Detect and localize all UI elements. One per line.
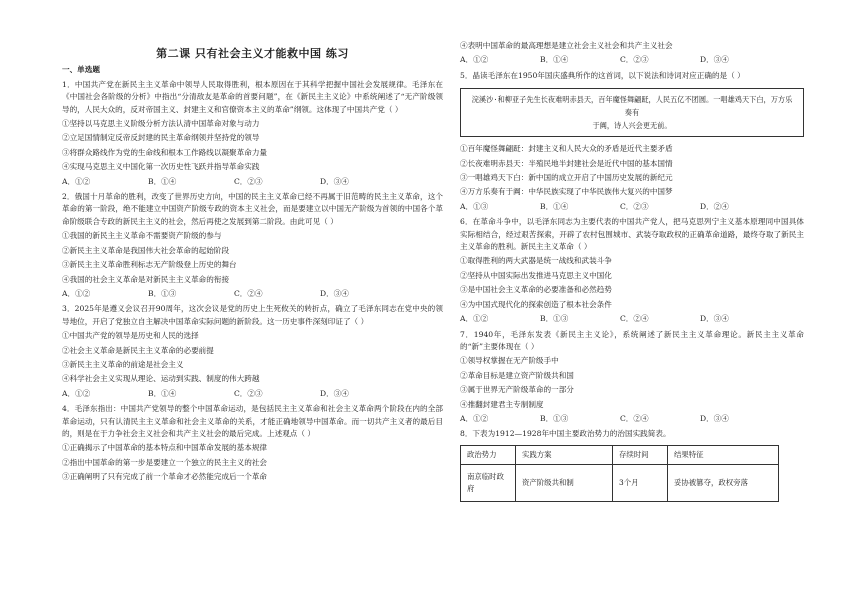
statement-option: ①我国的新民主主义革命不需要资产阶级的参与 bbox=[62, 231, 222, 241]
choice-b[interactable]: B．①③ bbox=[540, 314, 569, 324]
question-4-continued bbox=[460, 40, 804, 67]
statement-option: ③新民主主义革命的前途是社会主义 bbox=[62, 359, 184, 369]
choice-d[interactable]: D．③④ bbox=[700, 413, 729, 423]
answer-choices bbox=[460, 54, 804, 66]
choice-c[interactable]: C．②③ bbox=[234, 388, 263, 398]
statement-option: ④我国的社会主义革命是对新民主主义革命的衔接 bbox=[62, 274, 230, 284]
question-8 bbox=[460, 428, 804, 502]
statement-option: ④科学社会主义实现从理论、运动到实践、制度的伟大跨越 bbox=[62, 374, 260, 384]
statement-option: ②社会主义革命是新民主主义革命的必要前提 bbox=[62, 345, 214, 355]
answer-choices bbox=[460, 313, 804, 325]
right-column bbox=[460, 0, 804, 502]
choice-d[interactable]: D．③④ bbox=[700, 314, 729, 324]
statement-option: ③一唱雄鸡天下白：新中国的成立开启了中国历史发展的新纪元 bbox=[460, 173, 673, 183]
question-6 bbox=[460, 216, 804, 325]
choice-a[interactable]: A．①② bbox=[460, 413, 489, 423]
table-row bbox=[461, 465, 779, 502]
table-cell: 资产阶级共和制 bbox=[516, 465, 613, 502]
choice-a[interactable]: A．①② bbox=[460, 314, 489, 324]
choice-d[interactable]: D．③④ bbox=[320, 288, 349, 298]
question-stem: 5．晶读毛泽东在1950年国庆盛典所作的这首词，以下说法和诗词对应正确的是（ ） bbox=[460, 70, 745, 80]
question-4 bbox=[62, 403, 443, 483]
left-column bbox=[62, 0, 443, 486]
question-stem: 7．1940年，毛泽东发表《新民主主义论》，系统阐述了新民主主义革命理论。新民主主义革命的“新”主要体现在（ ） bbox=[460, 329, 804, 351]
question-5 bbox=[460, 70, 804, 213]
statement-option: ①坚持以马克思主义阶级分析方法认清中国革命对象与动力 bbox=[62, 119, 260, 129]
choice-a[interactable]: A．①③ bbox=[460, 201, 489, 211]
table-header-row bbox=[461, 445, 779, 464]
poem-line: 浣溪沙·和柳亚子先生长夜难明赤县天，百年魔怪舞翩跹，人民五亿不团圆。一唱雄鸡天下白，万方乐奏有 bbox=[471, 95, 793, 118]
choice-a[interactable]: A．①② bbox=[62, 176, 91, 186]
statement-option: ④推翻封建君主专制制度 bbox=[460, 399, 544, 409]
choice-c[interactable]: C．②④ bbox=[234, 288, 263, 298]
statement-option: ④万方乐奏有于阗：中华民族实现了中华民族伟大复兴的中国梦 bbox=[460, 187, 673, 197]
question-stem: 8．下表为1912—1928年中国主要政治势力的治国实践简表。 bbox=[460, 429, 671, 439]
statement-option: ②坚持从中国实际出发推进马克思主义中国化 bbox=[460, 270, 612, 280]
statement-option: ④为中国式现代化的探索创造了根本社会条件 bbox=[460, 299, 612, 309]
statement-option: ③将群众路线作为党的生命线和根本工作路线以凝聚革命力量 bbox=[62, 147, 268, 157]
question-2 bbox=[62, 191, 443, 300]
statement-option: ③属于世界无产阶级革命的一部分 bbox=[460, 385, 574, 395]
answer-choices bbox=[62, 176, 443, 188]
choice-c[interactable]: C．②④ bbox=[620, 413, 649, 423]
choice-d[interactable]: D．②④ bbox=[700, 201, 729, 211]
question-stem: 2．俄国十月革命的胜利，改变了世界历史方向，中国的民主主义革命已经不再属于旧范畴的民主主义革命，这个革命的第一阶段，绝不能建立中国资产阶级专政的资本主义社会，而是要建立以中国无产阶级为首领的中国各个革命阶级联合专政的新民主主义的社会，然后再使之发展到第二阶段。由此可见（ ） bbox=[62, 192, 443, 226]
question-7 bbox=[460, 329, 804, 426]
choice-b[interactable]: B．①④ bbox=[540, 201, 569, 211]
statement-option: ②指出中国革命的第一步是要建立一个独立的民主主义的社会 bbox=[62, 457, 268, 467]
statement-option: ①中国共产党的领导是历史和人民的选择 bbox=[62, 331, 199, 341]
choice-b[interactable]: B．①④ bbox=[148, 176, 177, 186]
page-title: 第二课 只有社会主义才能救中国 练习 bbox=[156, 47, 349, 60]
statement-option: ②立足国情制定反帝反封建的民主革命纲领并坚持党的领导 bbox=[62, 133, 260, 143]
answer-choices bbox=[62, 388, 443, 400]
poem-line: 于阗，诗人兴会更无前。 bbox=[592, 121, 672, 131]
question-stem: 3．2025年是遵义会议召开90周年，这次会议是党的历史上生死攸关的转折点，确立了毛泽东同志在党中央的领导地位，开启了党独立自主解决中国革命实际问题的新阶段。这一历史事件深刻印证了（ ） bbox=[62, 304, 443, 326]
statement-option: ①领导权掌握在无产阶级手中 bbox=[460, 356, 559, 366]
section-heading: 一、单选题 bbox=[62, 65, 100, 75]
statement-option: ②新民主主义革命是我国伟大社会革命的起始阶段 bbox=[62, 245, 230, 255]
question-stem: 1．中国共产党在新民主主义革命中领导人民取得胜利，根本原因在于其科学把握中国社会发展规律。毛泽东在《中国社会各阶级的分析》中指出“分清敌友是革命的首要问题”，在《新民主主义论》中系统阐述了“无产阶级领导的，人民大众的，反对帝国主义、封建主义和官僚资本主义的革命”纲领。这体现了中国共产党（ ） bbox=[62, 79, 443, 114]
question-stem: 6．在革命斗争中，以毛泽东同志为主要代表的中国共产党人，把马克思列宁主义基本原理同中国具体实际相结合，经过艰苦探索，开辟了农村包围城市、武装夺取政权的正确革命道路，最终夺取了新民主主义革命的胜利。新民主主义革命（ ） bbox=[460, 217, 804, 252]
statement-option: ①正确揭示了中国革命的基本特点和中国革命发展的基本规律 bbox=[62, 443, 268, 453]
choice-b[interactable]: B．①③ bbox=[148, 288, 177, 298]
answer-choices bbox=[62, 288, 443, 300]
poem-box bbox=[460, 88, 804, 137]
choice-c[interactable]: C．②③ bbox=[234, 176, 263, 186]
question-1 bbox=[62, 79, 443, 188]
question-stem: 4．毛泽东指出：中国共产党领导的整个中国革命运动，是包括民主主义革命和社会主义革命两个阶段在内的全部革命运动，只有认清民主主义革命和社会主义革命的关系，才能正确地领导中国革命。而一切共产主义者的最后目的，则是在于力争社会主义社会和共产主义社会的最后完成。上述观点（ ） bbox=[62, 404, 443, 438]
table-header-cell: 政治势力 bbox=[461, 445, 516, 464]
statement-option: ③是中国社会主义革命的必要准备和必然趋势 bbox=[460, 285, 612, 295]
choice-a[interactable]: A．①② bbox=[62, 288, 91, 298]
table-header-cell: 结果特征 bbox=[668, 445, 779, 464]
statement-option: ①百年魔怪舞翩跹：封建主义和人民大众的矛盾是近代主要矛盾 bbox=[460, 144, 673, 154]
choice-b[interactable]: B．①④ bbox=[148, 388, 177, 398]
statement-option: ③正确阐明了只有完成了前一个革命才必然能完成后一个革命 bbox=[62, 472, 268, 482]
politics-table bbox=[460, 445, 779, 502]
choice-d[interactable]: D．③④ bbox=[700, 55, 729, 65]
choice-a[interactable]: A．①② bbox=[460, 55, 489, 65]
statement-option: ④表明中国革命的最高理想是建立社会主义社会和共产主义社会 bbox=[460, 41, 673, 50]
question-3 bbox=[62, 303, 443, 400]
statement-option: ④实现马克思主义中国化第一次历史性飞跃并指导革命实践 bbox=[62, 162, 260, 172]
statement-option: ②长夜难明赤县天：半殖民地半封建社会是近代中国的基本国情 bbox=[460, 158, 673, 168]
statement-option: ①取得胜利的两大武器是统一战线和武装斗争 bbox=[460, 256, 612, 266]
choice-b[interactable]: B．①④ bbox=[540, 55, 569, 65]
statement-option: ②革命目标是建立资产阶级共和国 bbox=[460, 370, 574, 380]
choice-b[interactable]: B．①③ bbox=[540, 413, 569, 423]
choice-c[interactable]: C．②④ bbox=[620, 314, 649, 324]
table-header-cell: 实践方案 bbox=[516, 445, 613, 464]
choice-d[interactable]: D．③④ bbox=[320, 176, 349, 186]
statement-option: ③新民主主义革命胜利标志无产阶级登上历史的舞台 bbox=[62, 260, 237, 270]
table-cell: 3个月 bbox=[613, 465, 668, 502]
answer-choices bbox=[460, 201, 804, 213]
choice-c[interactable]: C．②③ bbox=[620, 55, 649, 65]
choice-c[interactable]: C．②③ bbox=[620, 201, 649, 211]
table-cell: 妥协被篡夺，政权旁落 bbox=[668, 465, 779, 502]
table-cell: 南京临时政府 bbox=[461, 465, 516, 502]
choice-a[interactable]: A．①② bbox=[62, 388, 91, 398]
table-header-cell: 存续时间 bbox=[613, 445, 668, 464]
answer-choices bbox=[460, 413, 804, 425]
choice-d[interactable]: D．③④ bbox=[320, 388, 349, 398]
